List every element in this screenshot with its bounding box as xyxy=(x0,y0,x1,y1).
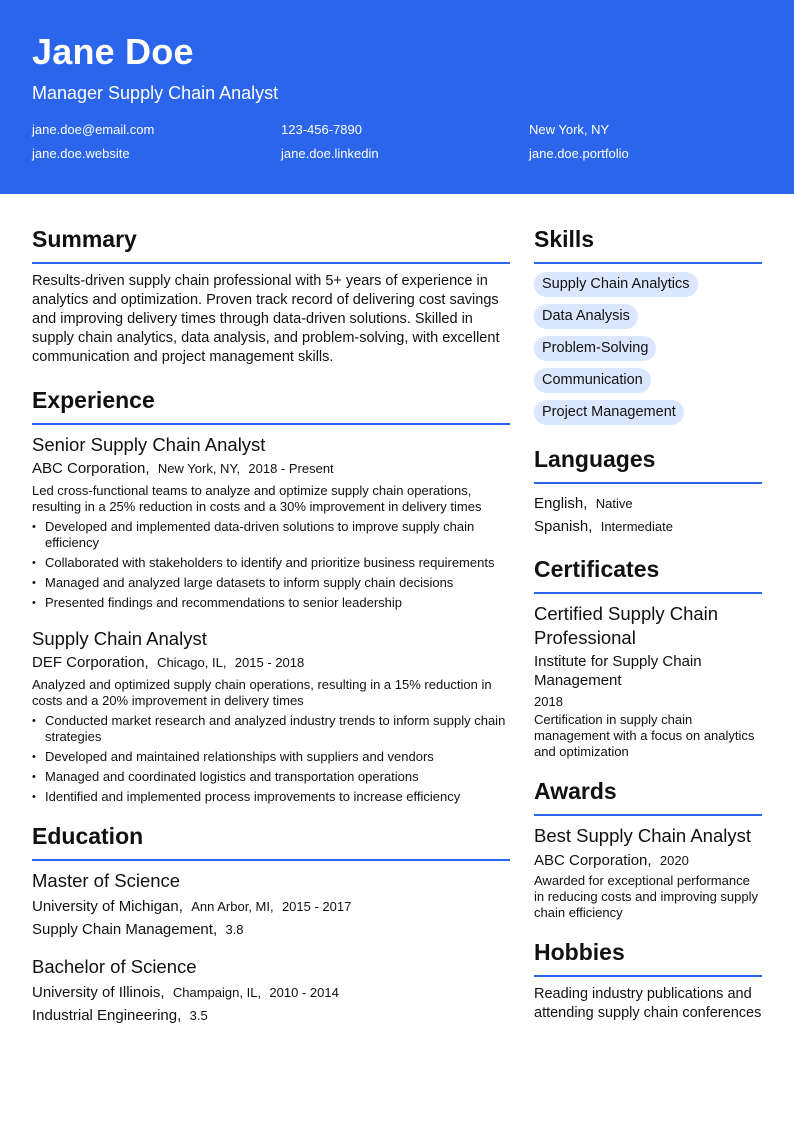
section-divider xyxy=(534,975,762,977)
language-level: Intermediate xyxy=(600,519,673,534)
job-location: New York, NY, xyxy=(157,461,241,476)
job-description: Led cross-functional teams to analyze and optimize supply chain operations, resulting in a 25% reduction in costs and a 30% improvement in delivery times xyxy=(32,483,482,514)
award-description: Awarded for exceptional performance in reducing costs and improving supply chain efficiency xyxy=(534,873,759,920)
education-item xyxy=(32,955,510,1027)
certificate-year: 2018 xyxy=(534,694,563,709)
language-level: Native xyxy=(595,496,633,511)
edu-school-line xyxy=(32,981,510,1004)
bullet-item: • Presented findings and recommendations to senior leadership xyxy=(32,595,510,611)
bullet-item: • Collaborated with stakeholders to identify and prioritize business requirements xyxy=(32,555,510,571)
awards-heading: Awards xyxy=(534,778,617,804)
edu-dates: 2010 - 2014 xyxy=(269,985,339,1000)
summary-text: Results-driven supply chain professional with 5+ years of experience in analytics and optimization. Proven track record of delivering cost savings and improving delivery times through data-driven solutions. Skilled in supply chain analytics, data analysis, and problem-solving, with excellent communication and project management skills. xyxy=(32,273,500,365)
contact-portfolio[interactable]: jane.doe.portfolio xyxy=(529,146,629,161)
edu-field: Industrial Engineering, xyxy=(32,1007,182,1024)
edu-gpa: 3.5 xyxy=(189,1008,208,1023)
job-description: Analyzed and optimized supply chain operations, resulting in a 15% reduction in costs and a 20% improvement in delivery times xyxy=(32,677,492,708)
languages-list xyxy=(534,492,762,538)
bullet-item: • Managed and coordinated logistics and transportation operations xyxy=(32,769,510,785)
languages-heading: Languages xyxy=(534,446,656,472)
certificates-heading: Certificates xyxy=(534,556,660,582)
section-divider xyxy=(534,592,762,594)
job-bullets xyxy=(32,519,510,611)
skill-chip: Supply Chain Analytics xyxy=(534,272,698,297)
job-meta xyxy=(32,459,510,479)
edu-school-line xyxy=(32,895,510,918)
language-name: English, xyxy=(534,495,588,512)
side-column xyxy=(534,224,762,1023)
bullet-item: • Developed and maintained relationships with suppliers and vendors xyxy=(32,749,510,765)
edu-field: Supply Chain Management, xyxy=(32,921,218,938)
candidate-title: Manager Supply Chain Analyst xyxy=(32,83,279,103)
job-title: Senior Supply Chain Analyst xyxy=(32,434,266,455)
award-item xyxy=(534,824,762,921)
edu-gpa: 3.8 xyxy=(225,922,244,937)
certificate-org: Institute for Supply Chain Management xyxy=(534,653,702,689)
language-item xyxy=(534,492,762,515)
edu-school: University of Michigan, xyxy=(32,898,183,915)
award-meta xyxy=(534,850,762,872)
section-divider xyxy=(534,482,762,484)
hobbies-text: Reading industry publications and attending supply chain conferences xyxy=(534,986,762,1021)
skill-chip: Project Management xyxy=(534,400,684,425)
edu-location: Champaign, IL, xyxy=(172,985,262,1000)
edu-location: Ann Arbor, MI, xyxy=(191,899,274,914)
certificate-title: Certified Supply Chain Professional xyxy=(534,603,719,648)
award-year: 2020 xyxy=(659,853,689,868)
bullet-item: • Developed and implemented data-driven solutions to improve supply chain efficiency xyxy=(32,519,510,551)
edu-dates: 2015 - 2017 xyxy=(281,899,352,914)
contact-phone[interactable]: 123-456-7890 xyxy=(281,122,362,137)
contact-email[interactable]: jane.doe@email.com xyxy=(32,122,155,137)
experience-item xyxy=(32,433,510,611)
certificate-description: Certification in supply chain management with a focus on analytics and optimization xyxy=(534,712,755,759)
edu-field-line xyxy=(32,1004,510,1027)
language-name: Spanish, xyxy=(534,518,593,535)
education-item xyxy=(32,869,510,941)
skill-chip: Communication xyxy=(534,368,651,393)
skills-heading: Skills xyxy=(534,226,595,252)
job-company: ABC Corporation, xyxy=(32,460,150,477)
award-org: ABC Corporation, xyxy=(534,852,652,869)
hobbies-heading: Hobbies xyxy=(534,939,625,965)
edu-field-line xyxy=(32,918,510,941)
main-column xyxy=(32,224,510,1041)
education-heading: Education xyxy=(32,823,144,849)
section-divider xyxy=(534,262,762,264)
job-bullets xyxy=(32,713,510,805)
skills-list xyxy=(534,272,762,432)
bullet-item: • Managed and analyzed large datasets to inform supply chain decisions xyxy=(32,575,510,591)
language-item xyxy=(534,515,762,538)
job-dates: 2015 - 2018 xyxy=(234,655,305,670)
job-company: DEF Corporation, xyxy=(32,654,149,671)
bullet-item: • Conducted market research and analyzed industry trends to inform supply chain strategies xyxy=(32,713,510,745)
contact-website[interactable]: jane.doe.website xyxy=(32,146,130,161)
experience-heading: Experience xyxy=(32,387,155,413)
award-title: Best Supply Chain Analyst xyxy=(534,825,751,846)
section-divider xyxy=(534,814,762,816)
section-divider xyxy=(32,423,510,425)
section-divider xyxy=(32,262,510,264)
job-dates: 2018 - Present xyxy=(248,461,334,476)
edu-degree: Master of Science xyxy=(32,870,181,891)
bullet-item: • Identified and implemented process improvements to increase efficiency xyxy=(32,789,510,805)
job-title: Supply Chain Analyst xyxy=(32,628,207,649)
job-location: Chicago, IL, xyxy=(157,655,227,670)
summary-heading: Summary xyxy=(32,226,137,252)
resume-header xyxy=(0,0,794,194)
section-divider xyxy=(32,859,510,861)
candidate-name: Jane Doe xyxy=(32,31,194,72)
certificate-item xyxy=(534,602,762,760)
skill-chip: Data Analysis xyxy=(534,304,638,329)
edu-school: University of Illinois, xyxy=(32,984,165,1001)
edu-degree: Bachelor of Science xyxy=(32,956,197,977)
experience-item xyxy=(32,627,510,805)
contact-linkedin[interactable]: jane.doe.linkedin xyxy=(281,146,379,161)
contact-location: New York, NY xyxy=(529,122,610,137)
skill-chip: Problem-Solving xyxy=(534,336,656,361)
job-meta xyxy=(32,653,510,673)
